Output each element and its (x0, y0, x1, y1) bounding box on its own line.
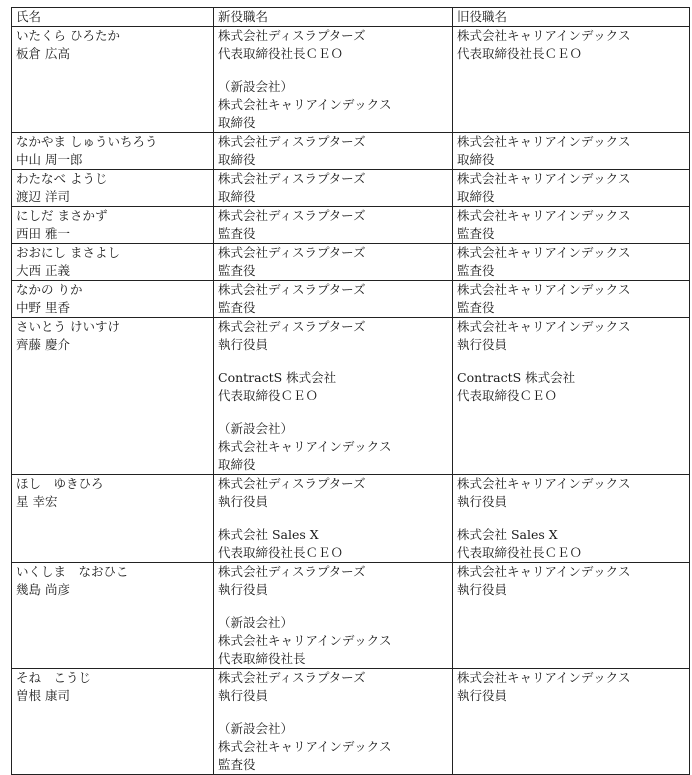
name-line: なかやま しゅういちろう (16, 134, 158, 149)
old-title-line: 株式会社キャリアインデックス (457, 564, 631, 579)
new-title-line: 株式会社ディスラプターズ (218, 319, 366, 334)
new-title-line: （新設会社） (218, 79, 294, 94)
new-title-line: 取締役 (218, 152, 256, 167)
name-line: 幾島 尚彦 (16, 582, 70, 597)
new-title-line: 代表取締役ＣＥＯ (218, 388, 319, 403)
name-line: 中山 周一郎 (16, 152, 83, 167)
name-line: 曽根 康司 (16, 688, 70, 703)
old-title-line: 株式会社 Sales X (457, 527, 558, 542)
new-title-line: 株式会社キャリアインデックス (218, 439, 392, 454)
name-line: そね こうじ (16, 670, 92, 685)
name-line: いたくら ひろたか (16, 28, 120, 43)
table-row (12, 563, 690, 669)
old-title-cell (453, 170, 690, 207)
header-name: 氏名 (12, 8, 214, 27)
name-cell (12, 27, 214, 133)
new-title-line: 監査役 (218, 263, 256, 278)
new-title-line: 株式会社ディスラプターズ (218, 208, 366, 223)
old-title-line: 執行役員 (457, 337, 508, 352)
table-row (12, 133, 690, 170)
new-title-cell (214, 207, 453, 244)
old-title-line: 株式会社キャリアインデックス (457, 319, 631, 334)
new-title-line: 株式会社ディスラプターズ (218, 282, 366, 297)
new-title-line: ContractS 株式会社 (218, 370, 337, 385)
new-title-line: 株式会社ディスラプターズ (218, 245, 366, 260)
old-title-line: 代表取締役社長ＣＥＯ (457, 545, 583, 560)
old-title-line: 監査役 (457, 263, 495, 278)
block-gap (457, 511, 685, 526)
name-line: ほし ゆきひろ (16, 476, 104, 491)
old-title-cell (453, 244, 690, 281)
new-title-line: 取締役 (218, 189, 256, 204)
old-title-line: 株式会社キャリアインデックス (457, 245, 631, 260)
new-title-line: 監査役 (218, 300, 256, 315)
name-line: にしだ まさかず (16, 208, 108, 223)
block-gap (218, 511, 448, 526)
old-title-line: 執行役員 (457, 582, 508, 597)
new-title-line: 代表取締役社長ＣＥＯ (218, 46, 344, 61)
name-cell (12, 318, 214, 475)
name-line: いくしま なおひこ (16, 564, 129, 579)
old-title-cell (453, 318, 690, 475)
new-title-line: 代表取締役社長 (218, 651, 306, 666)
new-title-line: 執行役員 (218, 582, 269, 597)
old-title-cell (453, 669, 690, 775)
old-title-line: 株式会社キャリアインデックス (457, 134, 631, 149)
old-title-line: 取締役 (457, 152, 495, 167)
old-title-cell (453, 475, 690, 563)
new-title-line: 株式会社ディスラプターズ (218, 670, 366, 685)
block-gap (218, 705, 448, 720)
name-line: 星 幸宏 (16, 494, 58, 509)
old-title-line: 株式会社キャリアインデックス (457, 28, 631, 43)
table-row (12, 281, 690, 318)
name-line: 西田 雅一 (16, 226, 70, 241)
new-title-line: 株式会社ディスラプターズ (218, 28, 366, 43)
name-line: 大西 正義 (16, 263, 70, 278)
name-cell (12, 133, 214, 170)
new-title-line: 取締役 (218, 115, 256, 130)
block-gap (457, 354, 685, 369)
new-title-line: 株式会社ディスラプターズ (218, 564, 366, 579)
old-title-cell (453, 27, 690, 133)
new-title-line: 取締役 (218, 457, 256, 472)
new-title-cell (214, 170, 453, 207)
new-title-line: 株式会社キャリアインデックス (218, 739, 392, 754)
new-title-cell (214, 27, 453, 133)
name-line: 齊藤 慶介 (16, 337, 70, 352)
old-title-line: 株式会社キャリアインデックス (457, 282, 631, 297)
new-title-cell (214, 669, 453, 775)
name-cell (12, 475, 214, 563)
header-new-title: 新役職名 (214, 8, 453, 27)
old-title-line: 取締役 (457, 189, 495, 204)
table-row (12, 27, 690, 133)
name-line: 板倉 広高 (16, 46, 70, 61)
name-line: おおにし まさよし (16, 245, 120, 260)
name-cell (12, 244, 214, 281)
new-title-line: 株式会社ディスラプターズ (218, 171, 366, 186)
block-gap (218, 63, 448, 78)
name-line: 渡辺 洋司 (16, 189, 70, 204)
new-title-cell (214, 244, 453, 281)
name-cell (12, 669, 214, 775)
table-row (12, 669, 690, 775)
name-cell (12, 207, 214, 244)
name-cell (12, 281, 214, 318)
old-title-line: 代表取締役ＣＥＯ (457, 388, 558, 403)
block-gap (218, 405, 448, 420)
new-title-line: 監査役 (218, 757, 256, 772)
new-title-line: 株式会社キャリアインデックス (218, 633, 392, 648)
old-title-cell (453, 281, 690, 318)
officer-table (11, 7, 690, 775)
old-title-cell (453, 207, 690, 244)
old-title-line: 執行役員 (457, 688, 508, 703)
table-row (12, 318, 690, 475)
table-row (12, 475, 690, 563)
new-title-line: 株式会社 Sales X (218, 527, 319, 542)
old-title-cell (453, 563, 690, 669)
new-title-line: （新設会社） (218, 721, 294, 736)
new-title-line: 執行役員 (218, 688, 269, 703)
block-gap (218, 354, 448, 369)
new-title-line: 執行役員 (218, 337, 269, 352)
old-title-cell (453, 133, 690, 170)
name-line: 中野 里香 (16, 300, 70, 315)
new-title-cell (214, 563, 453, 669)
new-title-cell (214, 318, 453, 475)
new-title-line: 株式会社ディスラプターズ (218, 476, 366, 491)
name-line: なかの りか (16, 282, 83, 297)
old-title-line: 監査役 (457, 300, 495, 315)
new-title-line: （新設会社） (218, 421, 294, 436)
old-title-line: 代表取締役社長ＣＥＯ (457, 46, 583, 61)
old-title-line: 株式会社キャリアインデックス (457, 208, 631, 223)
old-title-line: ContractS 株式会社 (457, 370, 576, 385)
new-title-line: 代表取締役社長ＣＥＯ (218, 545, 344, 560)
block-gap (218, 599, 448, 614)
new-title-line: 株式会社キャリアインデックス (218, 97, 392, 112)
old-title-line: 監査役 (457, 226, 495, 241)
table-row (12, 170, 690, 207)
old-title-line: 株式会社キャリアインデックス (457, 670, 631, 685)
new-title-cell (214, 133, 453, 170)
new-title-line: （新設会社） (218, 615, 294, 630)
table-row (12, 207, 690, 244)
name-cell (12, 170, 214, 207)
new-title-line: 株式会社ディスラプターズ (218, 134, 366, 149)
new-title-cell (214, 475, 453, 563)
new-title-line: 監査役 (218, 226, 256, 241)
new-title-line: 執行役員 (218, 494, 269, 509)
old-title-line: 株式会社キャリアインデックス (457, 476, 631, 491)
old-title-line: 株式会社キャリアインデックス (457, 171, 631, 186)
header-row (12, 8, 690, 27)
name-line: さいとう けいすけ (16, 319, 120, 334)
old-title-line: 執行役員 (457, 494, 508, 509)
header-old-title: 旧役職名 (453, 8, 690, 27)
new-title-cell (214, 281, 453, 318)
name-line: わたなべ ようじ (16, 171, 108, 186)
name-cell (12, 563, 214, 669)
table-row (12, 244, 690, 281)
